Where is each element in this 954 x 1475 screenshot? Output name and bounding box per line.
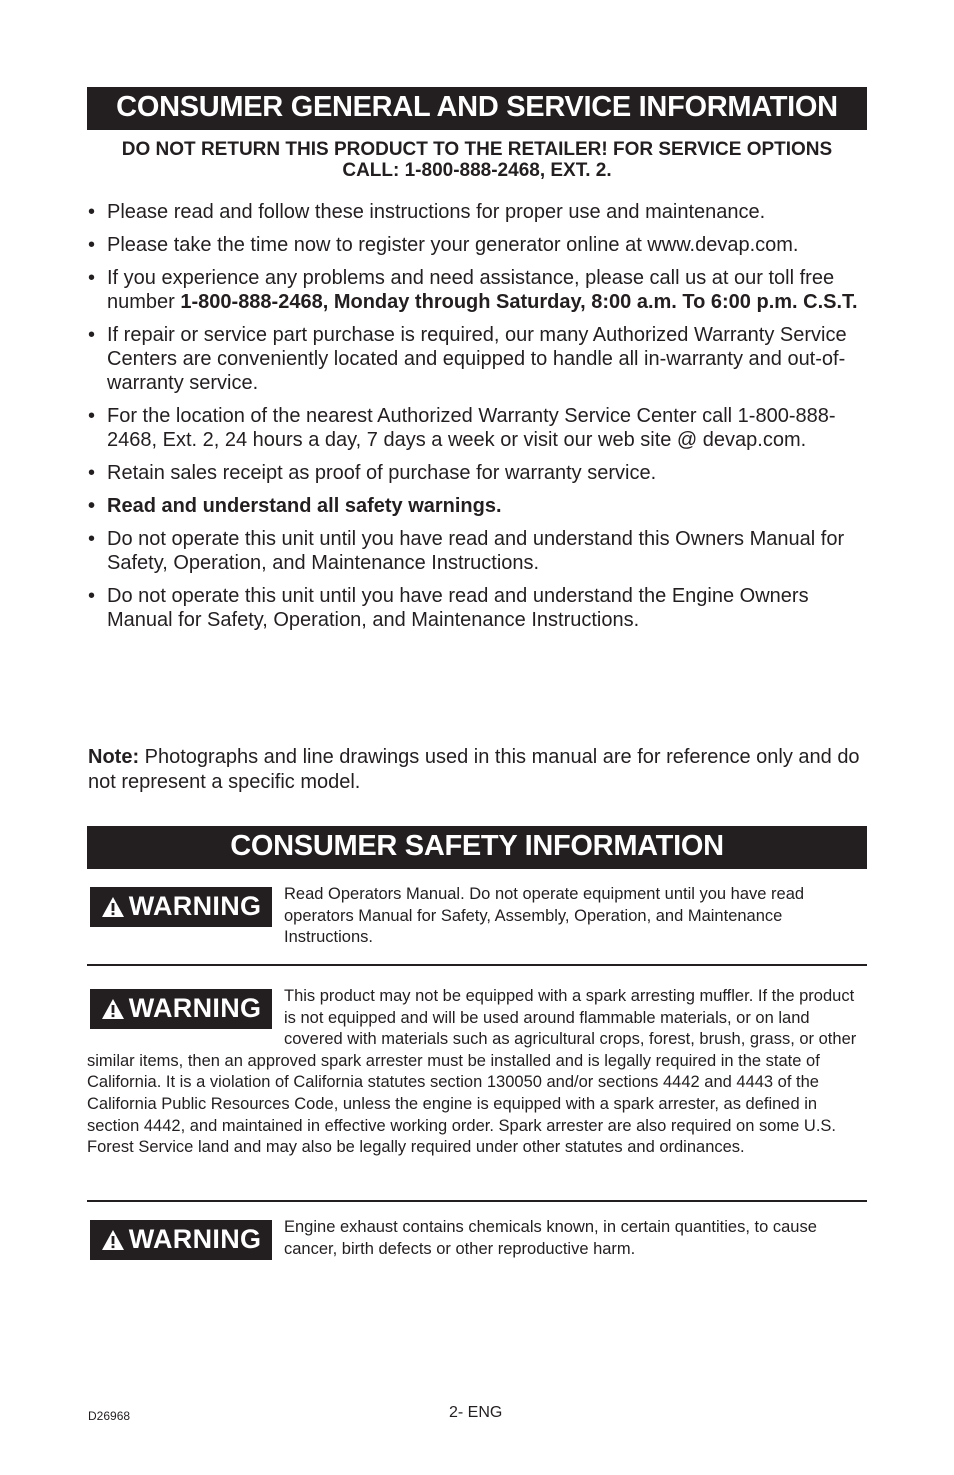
list-item-text: If you experience any problems and need assistance, please call us at our toll free number [107, 267, 835, 313]
warning-label: WARNING [128, 1224, 262, 1255]
divider [87, 1200, 867, 1202]
return-notice: DO NOT RETURN THIS PRODUCT TO THE RETAILER! FOR SERVICE OPTIONS CALL: 1-800-888-2468, EXT. 2. [121, 139, 833, 181]
section-title-general: CONSUMER GENERAL AND SERVICE INFORMATION [87, 87, 867, 130]
warning-badge [90, 1220, 272, 1260]
warning-badge [90, 989, 272, 1029]
warning-block-exhaust [87, 1217, 867, 1266]
warning-text: Engine exhaust contains chemicals known, in certain quantities, to cause cancer, birth defects or other reproductive harm. [284, 1218, 817, 1258]
section-title-safety: CONSUMER SAFETY INFORMATION [87, 826, 867, 869]
warning-text: Read Operators Manual. Do not operate equipment until you have read operators Manual for Safety, Assembly, Operation, and Maintenance Instructions. [284, 885, 805, 947]
list-item: • Please read and follow these instructions for proper use and maintenance. [88, 200, 870, 224]
list-item: • Do not operate this unit until you have read and understand the Engine Owners Manual for Safety, Operation, and Maintenance Instructions. [88, 584, 870, 632]
note-paragraph [88, 745, 878, 795]
support-phone-hours: 1-800-888-2468, Monday through Saturday, 8:00 a.m. To 6:00 p.m. C.S.T. [180, 291, 858, 313]
list-item: • Do not operate this unit until you have read and understand this Owners Manual for Safety, Operation, and Maintenance Instructions. [88, 527, 870, 575]
warning-label: WARNING [128, 993, 262, 1024]
list-item: • Retain sales receipt as proof of purchase for warranty service. [88, 461, 870, 485]
document-code: D26968 [88, 1409, 131, 1423]
divider [87, 964, 867, 966]
alert-triangle-icon [101, 896, 125, 918]
list-item: • For the location of the nearest Authorized Warranty Service Center call 1-800-888-2468, Ext. 2, 24 hours a day, 7 days a week or visit our web site @ devap.com. [88, 404, 870, 452]
list-item: • Read and understand all safety warnings. [88, 494, 870, 518]
list-item: • Please take the time now to register your generator online at www.devap.com. [88, 233, 870, 257]
general-bullet-list [88, 200, 870, 641]
warning-text: This product may not be equipped with a spark arresting muffler. If the product is not equipped and will be used around flammable materials, or on land covered with materials such as agricultural crops, forest, brush, grass, or other similar items, then an approved spark arrester must be installed and is legally required in the state of California. It is a violation of California statutes section 130050 and/or sections 4442 and 4443 of the California Public Resources Code, unless the engine is equipped with a spark arrester, as defined in section 4442, and maintained in effective working order. Spark arrester are also required on some U.S. Forest Service land and may also be legally required under other statutes and ordinances. [87, 987, 857, 1157]
alert-triangle-icon [101, 998, 125, 1020]
warning-block-spark-arrester [87, 986, 867, 1159]
list-item: • If repair or service part purchase is required, our many Authorized Warranty Service Centers are conveniently located and equipped to handle all in-warranty and out-of-warranty service. [88, 323, 870, 395]
page-number: 2- ENG [449, 1404, 503, 1421]
warning-badge [90, 887, 272, 927]
warning-block-manual [87, 884, 867, 949]
alert-triangle-icon [101, 1229, 125, 1251]
note-label: Note: [88, 746, 140, 768]
warning-label: WARNING [128, 891, 262, 922]
note-text: Photographs and line drawings used in this manual are for reference only and do not represent a specific model. [88, 746, 860, 793]
list-item [88, 266, 870, 314]
